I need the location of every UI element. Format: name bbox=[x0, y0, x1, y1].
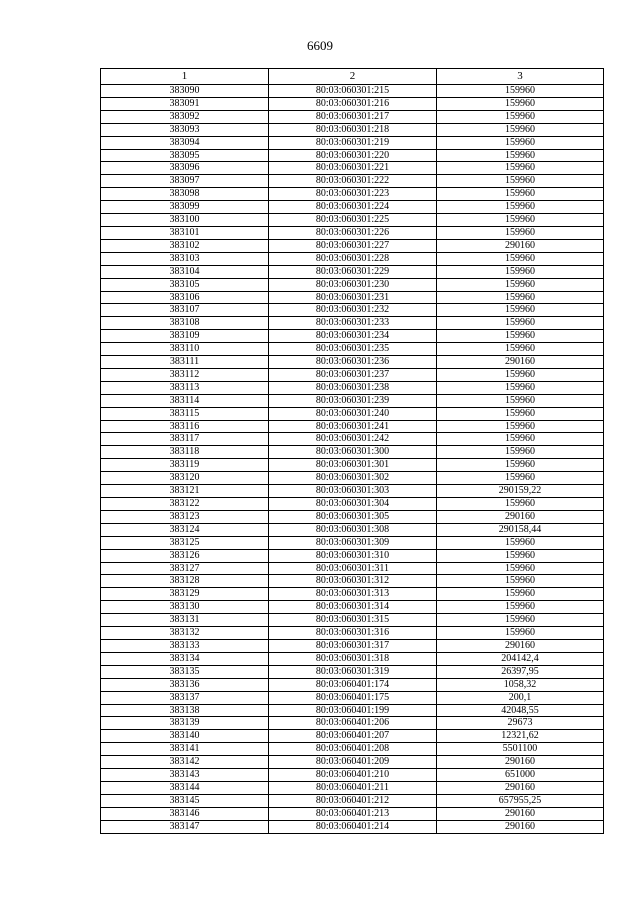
row-number-cell: 383094 bbox=[101, 136, 269, 149]
cadastral-number-cell: 80:03:060401:213 bbox=[269, 807, 437, 820]
value-cell: 651000 bbox=[437, 769, 604, 782]
table-row bbox=[101, 394, 604, 407]
table-row bbox=[101, 201, 604, 214]
table-row bbox=[101, 588, 604, 601]
row-number-cell: 383117 bbox=[101, 433, 269, 446]
table-row bbox=[101, 717, 604, 730]
cadastral-number-cell: 80:03:060301:305 bbox=[269, 510, 437, 523]
table-row bbox=[101, 536, 604, 549]
table-row bbox=[101, 252, 604, 265]
table-row bbox=[101, 420, 604, 433]
row-number-cell: 383132 bbox=[101, 627, 269, 640]
value-cell: 159960 bbox=[437, 188, 604, 201]
cadastral-number-cell: 80:03:060301:227 bbox=[269, 239, 437, 252]
table-row bbox=[101, 820, 604, 833]
row-number-cell: 383120 bbox=[101, 472, 269, 485]
value-cell: 657955,25 bbox=[437, 794, 604, 807]
cadastral-number-cell: 80:03:060301:315 bbox=[269, 614, 437, 627]
table-row bbox=[101, 472, 604, 485]
cadastral-number-cell: 80:03:060301:217 bbox=[269, 110, 437, 123]
cadastral-number-cell: 80:03:060301:309 bbox=[269, 536, 437, 549]
cadastral-number-cell: 80:03:060301:242 bbox=[269, 433, 437, 446]
row-number-cell: 383146 bbox=[101, 807, 269, 820]
row-number-cell: 383111 bbox=[101, 356, 269, 369]
row-number-cell: 383101 bbox=[101, 226, 269, 239]
cadastral-number-cell: 80:03:060301:310 bbox=[269, 549, 437, 562]
value-cell: 290160 bbox=[437, 820, 604, 833]
table-row bbox=[101, 85, 604, 98]
cadastral-number-cell: 80:03:060301:237 bbox=[269, 368, 437, 381]
value-cell: 26397,95 bbox=[437, 665, 604, 678]
table-row bbox=[101, 614, 604, 627]
table-row bbox=[101, 665, 604, 678]
header-row bbox=[101, 69, 604, 85]
cadastral-number-cell: 80:03:060301:308 bbox=[269, 523, 437, 536]
row-number-cell: 383145 bbox=[101, 794, 269, 807]
cadastral-number-cell: 80:03:060401:207 bbox=[269, 730, 437, 743]
cadastral-number-cell: 80:03:060401:211 bbox=[269, 781, 437, 794]
value-cell: 290159,22 bbox=[437, 485, 604, 498]
cadastral-number-cell: 80:03:060301:222 bbox=[269, 175, 437, 188]
value-cell: 159960 bbox=[437, 97, 604, 110]
row-number-cell: 383091 bbox=[101, 97, 269, 110]
table-row bbox=[101, 794, 604, 807]
value-cell: 204142,4 bbox=[437, 652, 604, 665]
value-cell: 159960 bbox=[437, 162, 604, 175]
value-cell: 159960 bbox=[437, 588, 604, 601]
row-number-cell: 383128 bbox=[101, 575, 269, 588]
value-cell: 159960 bbox=[437, 549, 604, 562]
row-number-cell: 383147 bbox=[101, 820, 269, 833]
row-number-cell: 383126 bbox=[101, 549, 269, 562]
table-row bbox=[101, 123, 604, 136]
table-row bbox=[101, 549, 604, 562]
row-number-cell: 383102 bbox=[101, 239, 269, 252]
value-cell: 159960 bbox=[437, 110, 604, 123]
value-cell: 159960 bbox=[437, 433, 604, 446]
cadastral-number-cell: 80:03:060301:232 bbox=[269, 304, 437, 317]
cadastral-number-cell: 80:03:060301:218 bbox=[269, 123, 437, 136]
value-cell: 159960 bbox=[437, 136, 604, 149]
cadastral-number-cell: 80:03:060401:206 bbox=[269, 717, 437, 730]
value-cell: 159960 bbox=[437, 226, 604, 239]
cadastral-number-cell: 80:03:060301:223 bbox=[269, 188, 437, 201]
cadastral-number-cell: 80:03:060301:228 bbox=[269, 252, 437, 265]
page-number: 6609 bbox=[307, 38, 333, 53]
cadastral-number-cell: 80:03:060301:300 bbox=[269, 446, 437, 459]
table-row bbox=[101, 175, 604, 188]
cadastral-number-cell: 80:03:060301:301 bbox=[269, 459, 437, 472]
table-row bbox=[101, 343, 604, 356]
value-cell: 159960 bbox=[437, 472, 604, 485]
cadastral-number-cell: 80:03:060301:231 bbox=[269, 291, 437, 304]
column-header-3: 3 bbox=[437, 69, 604, 85]
table-row bbox=[101, 485, 604, 498]
cadastral-number-cell: 80:03:060301:236 bbox=[269, 356, 437, 369]
table-row bbox=[101, 407, 604, 420]
value-cell: 1058,32 bbox=[437, 678, 604, 691]
cadastral-number-cell: 80:03:060401:175 bbox=[269, 691, 437, 704]
table-row bbox=[101, 356, 604, 369]
cadastral-number-cell: 80:03:060301:311 bbox=[269, 562, 437, 575]
cadastral-number-cell: 80:03:060301:313 bbox=[269, 588, 437, 601]
table-body bbox=[101, 85, 604, 834]
cadastral-number-cell: 80:03:060401:208 bbox=[269, 743, 437, 756]
row-number-cell: 383107 bbox=[101, 304, 269, 317]
table-row bbox=[101, 730, 604, 743]
table-row bbox=[101, 278, 604, 291]
value-cell: 42048,55 bbox=[437, 704, 604, 717]
value-cell: 159960 bbox=[437, 601, 604, 614]
row-number-cell: 383103 bbox=[101, 252, 269, 265]
value-cell: 159960 bbox=[437, 317, 604, 330]
value-cell: 159960 bbox=[437, 123, 604, 136]
cadastral-number-cell: 80:03:060301:240 bbox=[269, 407, 437, 420]
row-number-cell: 383127 bbox=[101, 562, 269, 575]
row-number-cell: 383141 bbox=[101, 743, 269, 756]
table-row bbox=[101, 304, 604, 317]
table-row bbox=[101, 162, 604, 175]
row-number-cell: 383113 bbox=[101, 381, 269, 394]
row-number-cell: 383093 bbox=[101, 123, 269, 136]
value-cell: 159960 bbox=[437, 562, 604, 575]
row-number-cell: 383135 bbox=[101, 665, 269, 678]
cadastral-number-cell: 80:03:060301:234 bbox=[269, 330, 437, 343]
row-number-cell: 383114 bbox=[101, 394, 269, 407]
cadastral-number-cell: 80:03:060301:241 bbox=[269, 420, 437, 433]
row-number-cell: 383121 bbox=[101, 485, 269, 498]
value-cell: 29673 bbox=[437, 717, 604, 730]
row-number-cell: 383095 bbox=[101, 149, 269, 162]
data-table bbox=[100, 68, 604, 834]
table-row bbox=[101, 446, 604, 459]
table-row bbox=[101, 188, 604, 201]
row-number-cell: 383122 bbox=[101, 498, 269, 511]
cadastral-number-cell: 80:03:060401:210 bbox=[269, 769, 437, 782]
row-number-cell: 383106 bbox=[101, 291, 269, 304]
row-number-cell: 383133 bbox=[101, 639, 269, 652]
row-number-cell: 383108 bbox=[101, 317, 269, 330]
row-number-cell: 383136 bbox=[101, 678, 269, 691]
cadastral-number-cell: 80:03:060401:212 bbox=[269, 794, 437, 807]
cadastral-number-cell: 80:03:060301:318 bbox=[269, 652, 437, 665]
value-cell: 159960 bbox=[437, 614, 604, 627]
value-cell: 159960 bbox=[437, 291, 604, 304]
value-cell: 159960 bbox=[437, 407, 604, 420]
cadastral-number-cell: 80:03:060401:209 bbox=[269, 756, 437, 769]
value-cell: 159960 bbox=[437, 420, 604, 433]
table-row bbox=[101, 627, 604, 640]
table-row bbox=[101, 368, 604, 381]
table-row bbox=[101, 330, 604, 343]
cadastral-number-cell: 80:03:060301:215 bbox=[269, 85, 437, 98]
cadastral-number-cell: 80:03:060301:219 bbox=[269, 136, 437, 149]
table-row bbox=[101, 239, 604, 252]
value-cell: 200,1 bbox=[437, 691, 604, 704]
row-number-cell: 383116 bbox=[101, 420, 269, 433]
row-number-cell: 383138 bbox=[101, 704, 269, 717]
value-cell: 159960 bbox=[437, 446, 604, 459]
value-cell: 290160 bbox=[437, 807, 604, 820]
table-row bbox=[101, 769, 604, 782]
row-number-cell: 383143 bbox=[101, 769, 269, 782]
table-row bbox=[101, 743, 604, 756]
value-cell: 159960 bbox=[437, 343, 604, 356]
value-cell: 159960 bbox=[437, 627, 604, 640]
row-number-cell: 383142 bbox=[101, 756, 269, 769]
row-number-cell: 383097 bbox=[101, 175, 269, 188]
cadastral-number-cell: 80:03:060301:319 bbox=[269, 665, 437, 678]
table-row bbox=[101, 149, 604, 162]
cadastral-number-cell: 80:03:060301:312 bbox=[269, 575, 437, 588]
table-row bbox=[101, 214, 604, 227]
value-cell: 159960 bbox=[437, 149, 604, 162]
table-row bbox=[101, 678, 604, 691]
row-number-cell: 383130 bbox=[101, 601, 269, 614]
cadastral-number-cell: 80:03:060301:304 bbox=[269, 498, 437, 511]
row-number-cell: 383109 bbox=[101, 330, 269, 343]
table-row bbox=[101, 265, 604, 278]
value-cell: 290160 bbox=[437, 781, 604, 794]
row-number-cell: 383123 bbox=[101, 510, 269, 523]
cadastral-number-cell: 80:03:060301:226 bbox=[269, 226, 437, 239]
cadastral-number-cell: 80:03:060301:229 bbox=[269, 265, 437, 278]
table-row bbox=[101, 807, 604, 820]
table-row bbox=[101, 97, 604, 110]
table-row bbox=[101, 433, 604, 446]
cadastral-number-cell: 80:03:060401:174 bbox=[269, 678, 437, 691]
row-number-cell: 383118 bbox=[101, 446, 269, 459]
column-header-1: 1 bbox=[101, 69, 269, 85]
cadastral-number-cell: 80:03:060301:224 bbox=[269, 201, 437, 214]
value-cell: 290160 bbox=[437, 756, 604, 769]
row-number-cell: 383098 bbox=[101, 188, 269, 201]
row-number-cell: 383099 bbox=[101, 201, 269, 214]
value-cell: 159960 bbox=[437, 459, 604, 472]
row-number-cell: 383110 bbox=[101, 343, 269, 356]
table-row bbox=[101, 317, 604, 330]
value-cell: 159960 bbox=[437, 85, 604, 98]
row-number-cell: 383129 bbox=[101, 588, 269, 601]
table-row bbox=[101, 459, 604, 472]
row-number-cell: 383139 bbox=[101, 717, 269, 730]
table-row bbox=[101, 291, 604, 304]
row-number-cell: 383090 bbox=[101, 85, 269, 98]
value-cell: 290158,44 bbox=[437, 523, 604, 536]
value-cell: 159960 bbox=[437, 498, 604, 511]
row-number-cell: 383140 bbox=[101, 730, 269, 743]
cadastral-number-cell: 80:03:060301:314 bbox=[269, 601, 437, 614]
table-row bbox=[101, 652, 604, 665]
cadastral-number-cell: 80:03:060301:220 bbox=[269, 149, 437, 162]
row-number-cell: 383092 bbox=[101, 110, 269, 123]
cadastral-number-cell: 80:03:060301:221 bbox=[269, 162, 437, 175]
cadastral-number-cell: 80:03:060301:230 bbox=[269, 278, 437, 291]
cadastral-number-cell: 80:03:060301:235 bbox=[269, 343, 437, 356]
row-number-cell: 383124 bbox=[101, 523, 269, 536]
table-row bbox=[101, 523, 604, 536]
value-cell: 159960 bbox=[437, 304, 604, 317]
value-cell: 159960 bbox=[437, 265, 604, 278]
table-row bbox=[101, 562, 604, 575]
cadastral-number-cell: 80:03:060301:238 bbox=[269, 381, 437, 394]
row-number-cell: 383144 bbox=[101, 781, 269, 794]
value-cell: 159960 bbox=[437, 381, 604, 394]
row-number-cell: 383125 bbox=[101, 536, 269, 549]
value-cell: 12321,62 bbox=[437, 730, 604, 743]
value-cell: 5501100 bbox=[437, 743, 604, 756]
cadastral-number-cell: 80:03:060401:199 bbox=[269, 704, 437, 717]
table-row bbox=[101, 704, 604, 717]
table-row bbox=[101, 639, 604, 652]
table-row bbox=[101, 498, 604, 511]
cadastral-number-cell: 80:03:060301:302 bbox=[269, 472, 437, 485]
value-cell: 159960 bbox=[437, 252, 604, 265]
row-number-cell: 383112 bbox=[101, 368, 269, 381]
table-row bbox=[101, 691, 604, 704]
cadastral-number-cell: 80:03:060301:316 bbox=[269, 627, 437, 640]
value-cell: 159960 bbox=[437, 368, 604, 381]
row-number-cell: 383131 bbox=[101, 614, 269, 627]
table-row bbox=[101, 136, 604, 149]
row-number-cell: 383137 bbox=[101, 691, 269, 704]
table-row bbox=[101, 601, 604, 614]
cadastral-number-cell: 80:03:060301:225 bbox=[269, 214, 437, 227]
cadastral-number-cell: 80:03:060301:233 bbox=[269, 317, 437, 330]
row-number-cell: 383134 bbox=[101, 652, 269, 665]
value-cell: 159960 bbox=[437, 575, 604, 588]
cadastral-number-cell: 80:03:060301:216 bbox=[269, 97, 437, 110]
value-cell: 159960 bbox=[437, 201, 604, 214]
column-header-2: 2 bbox=[269, 69, 437, 85]
value-cell: 290160 bbox=[437, 239, 604, 252]
row-number-cell: 383104 bbox=[101, 265, 269, 278]
value-cell: 290160 bbox=[437, 639, 604, 652]
cadastral-number-cell: 80:03:060301:303 bbox=[269, 485, 437, 498]
row-number-cell: 383100 bbox=[101, 214, 269, 227]
row-number-cell: 383115 bbox=[101, 407, 269, 420]
table-row bbox=[101, 226, 604, 239]
table-row bbox=[101, 756, 604, 769]
value-cell: 290160 bbox=[437, 356, 604, 369]
table-row bbox=[101, 381, 604, 394]
table-row bbox=[101, 110, 604, 123]
row-number-cell: 383096 bbox=[101, 162, 269, 175]
value-cell: 159960 bbox=[437, 394, 604, 407]
row-number-cell: 383119 bbox=[101, 459, 269, 472]
table-row bbox=[101, 510, 604, 523]
value-cell: 159960 bbox=[437, 175, 604, 188]
table-row bbox=[101, 575, 604, 588]
value-cell: 159960 bbox=[437, 330, 604, 343]
cadastral-number-cell: 80:03:060301:239 bbox=[269, 394, 437, 407]
cadastral-number-cell: 80:03:060301:317 bbox=[269, 639, 437, 652]
cadastral-number-cell: 80:03:060401:214 bbox=[269, 820, 437, 833]
value-cell: 159960 bbox=[437, 536, 604, 549]
value-cell: 290160 bbox=[437, 510, 604, 523]
row-number-cell: 383105 bbox=[101, 278, 269, 291]
value-cell: 159960 bbox=[437, 278, 604, 291]
table-row bbox=[101, 781, 604, 794]
value-cell: 159960 bbox=[437, 214, 604, 227]
